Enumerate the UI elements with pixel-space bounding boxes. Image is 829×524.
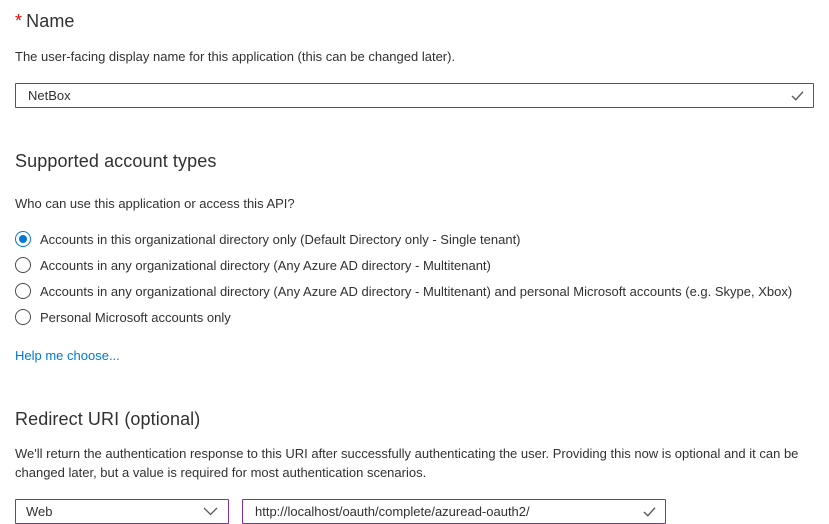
chevron-down-icon <box>203 507 218 516</box>
help-me-choose-link[interactable]: Help me choose... <box>15 348 120 363</box>
redirect-uri-description: We'll return the authentication response to this URI after successfully authenticating the user. Providing this now is optional and it can be changed later, but a value is required for most authentication scenarios. <box>15 446 799 480</box>
name-description: The user-facing display name for this application (this can be changed later). <box>15 49 456 64</box>
radio-option-multitenant-personal[interactable] <box>15 278 814 304</box>
radio-option-label: Accounts in this organizational directory only (Default Directory only - Single tenant) <box>40 231 521 247</box>
redirect-uri-title: Redirect URI (optional) <box>15 409 201 429</box>
radio-button-icon <box>15 309 31 325</box>
radio-button-icon <box>15 257 31 273</box>
valid-check-icon <box>791 90 804 101</box>
platform-select[interactable] <box>15 499 229 524</box>
name-section-title <box>15 0 814 32</box>
radio-option-single-tenant[interactable] <box>15 226 814 252</box>
radio-option-multitenant[interactable] <box>15 252 814 278</box>
redirect-uri-controls <box>15 499 814 524</box>
supported-account-types-title: Supported account types <box>15 151 217 171</box>
app-name-field-wrapper <box>15 83 814 108</box>
radio-option-label: Accounts in any organizational directory (Any Azure AD directory - Multitenant) and personal Microsoft accounts (e.g. Skype, Xbox) <box>40 283 793 299</box>
radio-option-label: Personal Microsoft accounts only <box>40 309 231 325</box>
valid-check-icon <box>643 506 656 517</box>
radio-button-icon <box>15 283 31 299</box>
redirect-uri-input[interactable] <box>243 500 665 523</box>
radio-option-personal-only[interactable] <box>15 304 814 330</box>
platform-select-value: Web <box>26 504 53 519</box>
radio-button-icon <box>15 231 31 247</box>
radio-option-label: Accounts in any organizational directory (Any Azure AD directory - Multitenant) <box>40 257 491 273</box>
account-types-radio-group <box>15 226 814 330</box>
required-asterisk: * <box>15 11 23 31</box>
name-title-text: Name <box>26 11 75 31</box>
account-types-question: Who can use this application or access this API? <box>15 196 295 211</box>
app-name-input[interactable] <box>16 84 813 107</box>
redirect-uri-field-wrapper <box>242 499 666 524</box>
